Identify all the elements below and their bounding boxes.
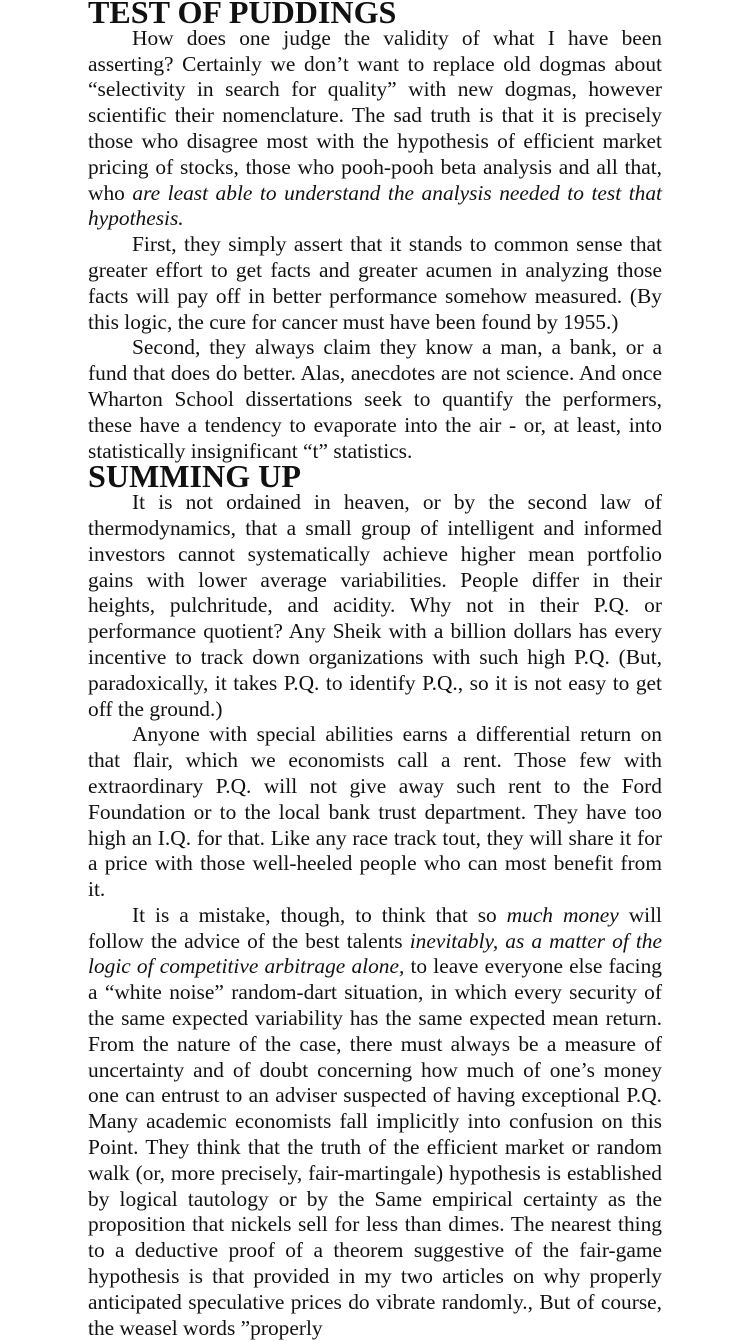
paragraph-text: to leave everyone else facing a “white noise” random-dart situation, in which every security of the same expected variability has the same expected mean return. From the nature of the case, there must always be a measure of uncertainty and of doubt concerning how much of one’s money one can entrust to an adviser suspected of having exceptional P.Q. Many academic economists fall implicitly into confusion on this Point. They think that the truth of the efficient market or random walk (or, more precisely, fair-martingale) hypothesis is established by logical tautology or by the Same empirical certainty as the proposition that nickels sell for less than dimes. The nearest thing to a deductive proof of a theorem suggestive of the fair-game hypothesis is that provided in my two articles on why properly anticipated speculative prices do vibrate randomly., But of course, the weasel words ”properly [88, 954, 662, 1340]
paragraph-text: It is a mistake, though, to think that so [132, 902, 507, 927]
paragraph-text: How does one judge the validity of what I have been asserting? Certainly we don’t want to replace old dogmas about “selectivity in search for quality” with new dogmas, however scientific their nomenclature. The sad truth is that it is precisely those who disagree most with the hypothesis of efficient market pricing of stocks, those who pooh-pooh beta analysis and all that, who [88, 25, 662, 205]
paragraph-text: will follow the advice of the best talents [88, 902, 663, 953]
document-page [88, 0, 662, 1341]
paragraph-italic-text: are least able to understand the analysis needed to test that hypothesis. [88, 180, 662, 231]
paragraph-italic-text: inevitably, as a matter of the logic of competitive arbitrage alone, [88, 928, 662, 979]
paragraph-italic-text: much money [506, 902, 619, 927]
paragraph-first-claim: First, they simply assert that it stands to common sense that greater effort to get facts and greater acumen in analyzing those facts will pay off in better performance somehow measured. (By this logic, the cure for cancer must have been found by 1955.) [88, 232, 662, 334]
paragraph-not-ordained: It is not ordained in heaven, or by the second law of thermodynamics, that a small group of intelligent and informed investors cannot systematically achieve higher mean portfolio gains with lower average variabilities. People differ in their heights, pulchritude, and acidity. Why not in their P.Q. or performance quotient? Any Sheik with a billion dollars has every incentive to track down organizations with such high P.Q. (But, paradoxically, it takes P.Q. to identify P.Q., so it is not easy to get off the ground.) [88, 490, 662, 721]
paragraph-mistake [88, 903, 662, 1341]
paragraph-special-abilities: Anyone with special abilities earns a differential return on that flair, which we economists call a rent. Those few with extraordinary P.Q. will not give away such rent to the Ford Foundation or to the local bank trust department. They have too high an I.Q. for that. Like any race track tout, they will share it for a price with those well-heeled people who can most benefit from it. [88, 722, 662, 902]
section-heading-test-of-puddings: TEST OF PUDDINGS [88, 0, 397, 30]
section-heading-summing-up: SUMMING UP [88, 458, 301, 495]
paragraph-second-claim: Second, they always claim they know a man, a bank, or a fund that does do better. Alas, anecdotes are not science. And once Wharton School dissertations seek to quantify the performers, these have a tendency to evaporate into the air - or, at least, into statistically insignificant “t” statistics. [88, 335, 662, 463]
paragraph-validity [88, 26, 662, 232]
